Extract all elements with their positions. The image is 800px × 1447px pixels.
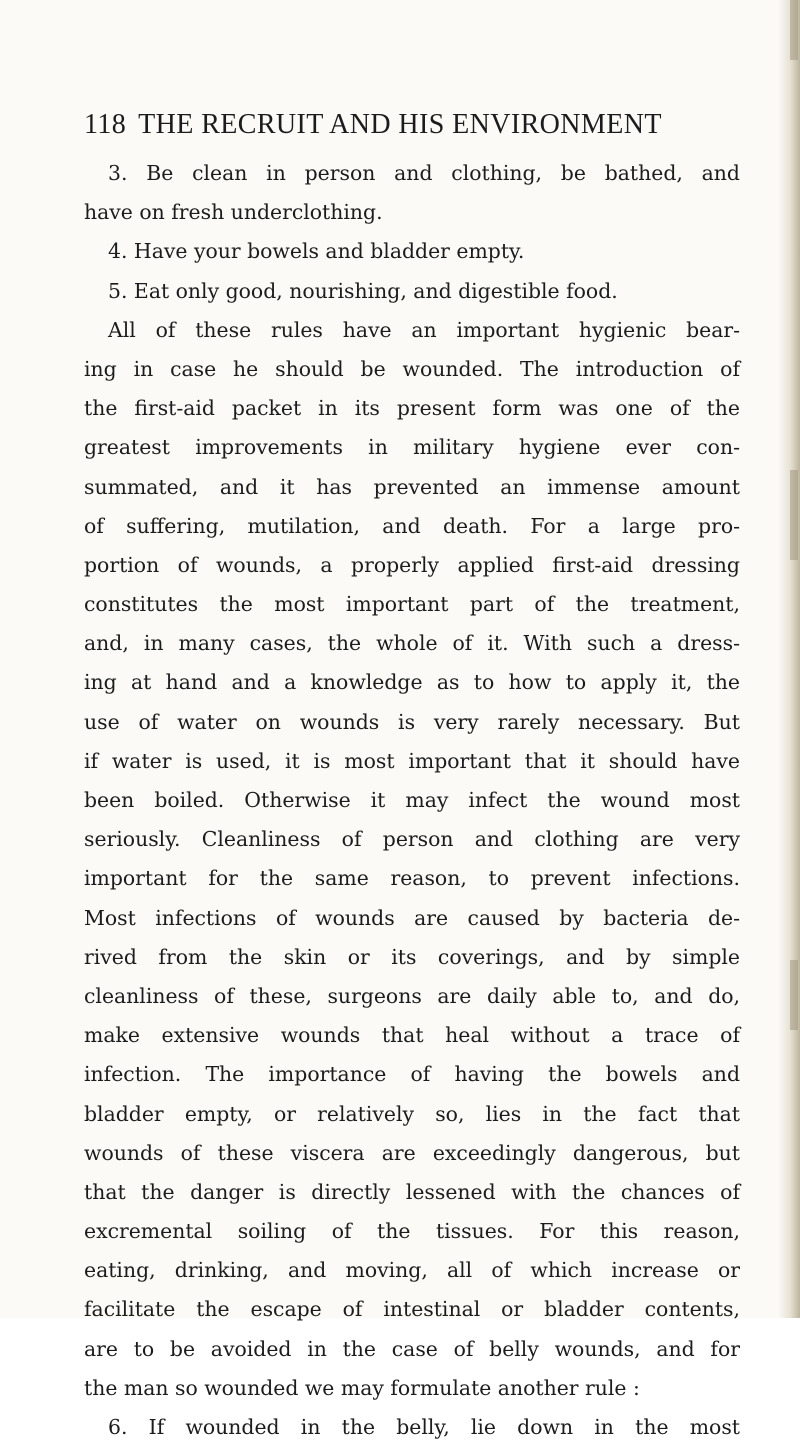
text-line: 4. Have your bowels and bladder empty.: [108, 239, 525, 264]
text-line: cleanliness of these, surgeons are daily able to, and do,: [84, 983, 740, 1008]
text-line: make extensive wounds that heal without a trace of: [84, 1023, 740, 1048]
text-line: important for the same reason, to prevent infections.: [84, 866, 740, 891]
text-line: Most infections of wounds are caused by bacteria de-: [84, 905, 740, 930]
text-line: use of water on wounds is very rarely necessary. But: [84, 709, 740, 734]
body-text: [84, 154, 740, 1447]
text-line: summated, and it has prevented an immense amount: [84, 474, 740, 499]
text-line: rived from the skin or its coverings, and by simple: [84, 944, 740, 969]
text-line: 5. Eat only good, nourishing, and digestible food.: [108, 278, 618, 303]
running-title: THE RECRUIT AND HIS ENVIRONMENT: [138, 109, 662, 140]
text-line: eating, drinking, and moving, all of which increase or: [84, 1258, 740, 1283]
text-line: wounds of these viscera are exceedingly dangerous, but: [84, 1140, 740, 1165]
text-line: if water is used, it is most important that it should have: [84, 748, 740, 773]
running-head: [84, 105, 740, 145]
text-line: and, in many cases, the whole of it. With such a dress-: [84, 631, 740, 656]
text-line: the man so wounded we may formulate another rule :: [84, 1375, 640, 1400]
text-line: All of these rules have an important hygienic bear-: [108, 317, 740, 342]
page-edge-shadow: [778, 0, 800, 1318]
text-line: are to be avoided in the case of belly wounds, and for: [84, 1336, 740, 1361]
text-line: ing at hand and a knowledge as to how to apply it, the: [84, 670, 740, 695]
text-line: 6. If wounded in the belly, lie down in the most: [108, 1415, 740, 1439]
text-line: been boiled. Otherwise it may infect the wound most: [84, 788, 740, 812]
page-number: 118: [84, 109, 127, 140]
text-line: have on fresh underclothing.: [84, 200, 383, 225]
text-line: constitutes the most important part of the treatment,: [84, 592, 740, 617]
text-line: seriously. Cleanliness of person and clothing are very: [84, 827, 740, 852]
text-line: that the danger is directly lessened with the chances of: [84, 1179, 740, 1204]
text-line: bladder empty, or relatively so, lies in the fact that: [84, 1101, 740, 1126]
text-line: portion of wounds, a properly applied first-aid dressing: [84, 552, 740, 577]
text-line: the first-aid packet in its present form was one of the: [84, 396, 740, 421]
text-line: excremental soiling of the tissues. For this reason,: [84, 1219, 740, 1244]
page-content: [84, 105, 740, 1447]
text-line: facilitate the escape of intestinal or bladder contents,: [84, 1297, 740, 1322]
text-line: infection. The importance of having the bowels and: [84, 1062, 740, 1087]
text-line: of suffering, mutilation, and death. For a large pro-: [84, 513, 740, 538]
page-edge-mark: [790, 960, 798, 1030]
text-line: greatest improvements in military hygiene ever con-: [84, 435, 740, 460]
page-edge-mark: [790, 470, 798, 560]
page-edge-mark: [790, 0, 798, 60]
text-line: 3. Be clean in person and clothing, be bathed, and: [108, 161, 740, 185]
text-line: ing in case he should be wounded. The introduction of: [84, 356, 740, 381]
